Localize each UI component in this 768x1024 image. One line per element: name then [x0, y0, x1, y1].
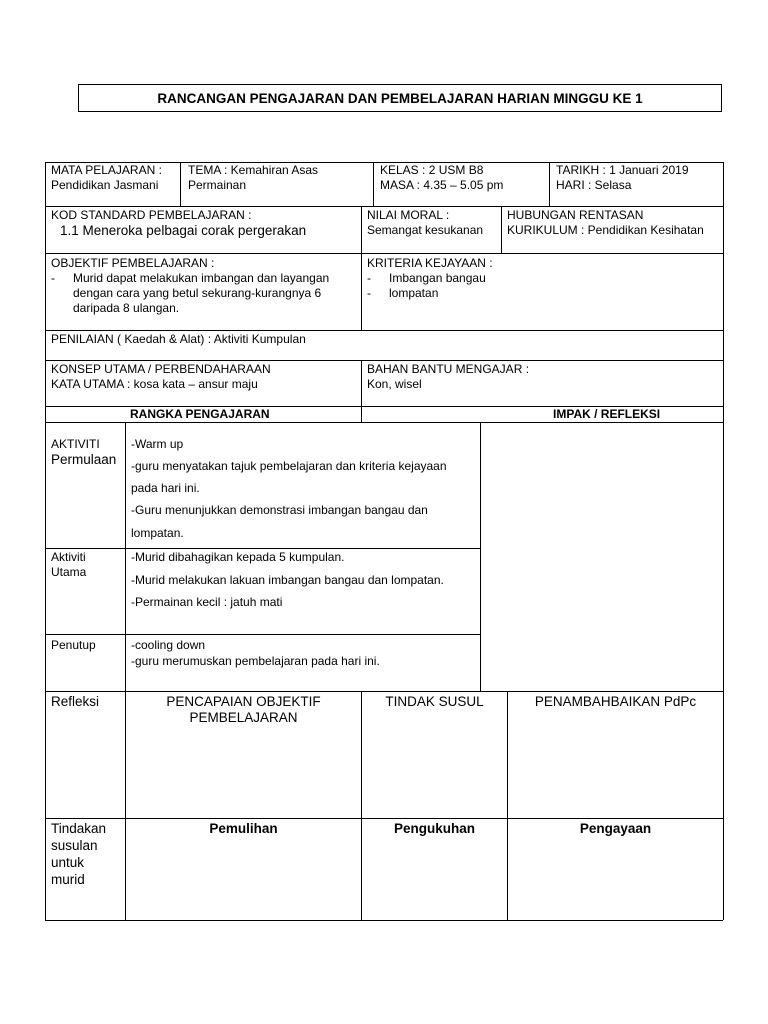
activity-line: -Murid dibahagikan kepada 5 kumpulan. — [131, 550, 345, 564]
followup-label: Tindakan — [51, 821, 107, 836]
subject-label: MATA PELAJARAN : — [51, 163, 162, 177]
activity-label: AKTIVITI — [51, 437, 100, 451]
standard-label: KOD STANDARD PEMBELAJARAN : — [51, 208, 252, 222]
reflection-col-improvement: PENAMBAHBAIKAN PdPc — [534, 694, 697, 709]
followup-label: murid — [51, 872, 85, 887]
objective-line: daripada 8 ulangan. — [73, 301, 180, 315]
followup-enrichment: Pengayaan — [579, 821, 652, 836]
activity-line: -cooling down — [131, 638, 206, 652]
activity-label: Aktiviti — [51, 550, 86, 564]
activity-line: -guru merumuskan pembelajaran pada hari ini. — [131, 654, 380, 668]
moral-value: Semangat kesukanan — [367, 223, 484, 237]
aids-label: BAHAN BANTU MENGAJAR : — [367, 362, 530, 376]
assessment-text: PENILAIAN ( Kaedah & Alat) : Aktiviti Kumpulan — [51, 332, 306, 346]
section-header-plan: RANGKA PENGAJARAN — [130, 407, 270, 421]
link-value: KURIKULUM : Pendidikan Kesihatan — [507, 223, 704, 237]
reflection-col-objective: PEMBELAJARAN — [189, 710, 298, 725]
objective-line: Murid dapat melakukan imbangan dan layangan — [73, 271, 330, 285]
followup-label: untuk — [51, 855, 85, 870]
activity-line: lompatan. — [131, 526, 184, 540]
reflection-col-followup: TINDAK SUSUL — [385, 694, 484, 709]
reflection-col-objective: PENCAPAIAN OBJEKTIF — [166, 694, 321, 709]
activity-label: Penutup — [51, 638, 96, 652]
date-line: TARIKH : 1 Januari 2019 — [556, 163, 689, 177]
activity-line: -Murid melakukan lakuan imbangan bangau dan lompatan. — [131, 573, 444, 587]
section-header-impact: IMPAK / REFLEKSI — [553, 407, 661, 421]
moral-label: NILAI MORAL : — [367, 208, 450, 222]
reflection-label: Refleksi — [51, 694, 100, 709]
activity-line: -guru menyatakan tajuk pembelajaran dan kriteria kejayaan — [131, 459, 447, 473]
time-line: MASA : 4.35 – 5.05 pm — [380, 178, 504, 192]
standard-value: 1.1 Meneroka pelbagai corak pergerakan — [60, 223, 307, 238]
criteria-item: Imbangan bangau — [389, 271, 486, 285]
class-line: KELAS : 2 USM B8 — [380, 163, 484, 177]
criteria-label: KRITERIA KEJAYAAN : — [367, 256, 493, 270]
objective-line: dengan cara yang betul sekurang-kurangnya 6 — [73, 286, 322, 300]
criteria-bullet: - — [367, 286, 371, 300]
followup-remedial: Pemulihan — [209, 821, 278, 836]
activity-line: -Warm up — [131, 437, 184, 451]
criteria-bullet: - — [367, 271, 371, 285]
activity-label: Permulaan — [51, 452, 117, 467]
concept-value: KATA UTAMA : kosa kata – ansur maju — [51, 377, 258, 391]
link-label: HUBUNGAN RENTASAN — [507, 208, 644, 222]
subject-value: Pendidikan Jasmani — [51, 178, 159, 192]
activity-line: pada hari ini. — [131, 481, 200, 495]
day-line: HARI : Selasa — [556, 178, 632, 192]
objective-label: OBJEKTIF PEMBELAJARAN : — [51, 256, 215, 270]
page-title: RANCANGAN PENGAJARAN DAN PEMBELAJARAN HARIAN MINGGU KE 1 — [78, 84, 722, 112]
followup-reinforcement: Pengukuhan — [393, 821, 475, 836]
activity-label: Utama — [51, 565, 87, 579]
theme-label: TEMA : Kemahiran Asas — [188, 163, 319, 177]
objective-bullet: - — [51, 271, 55, 285]
activity-line: -Guru menunjukkan demonstrasi imbangan bangau dan — [131, 503, 428, 517]
concept-label: KONSEP UTAMA / PERBENDAHARAAN — [51, 362, 271, 376]
criteria-item: lompatan — [389, 286, 439, 300]
activity-line: -Permainan kecil : jatuh mati — [131, 595, 283, 609]
aids-value: Kon, wisel — [367, 377, 422, 391]
followup-label: susulan — [51, 838, 98, 853]
theme-value: Permainan — [188, 178, 247, 192]
